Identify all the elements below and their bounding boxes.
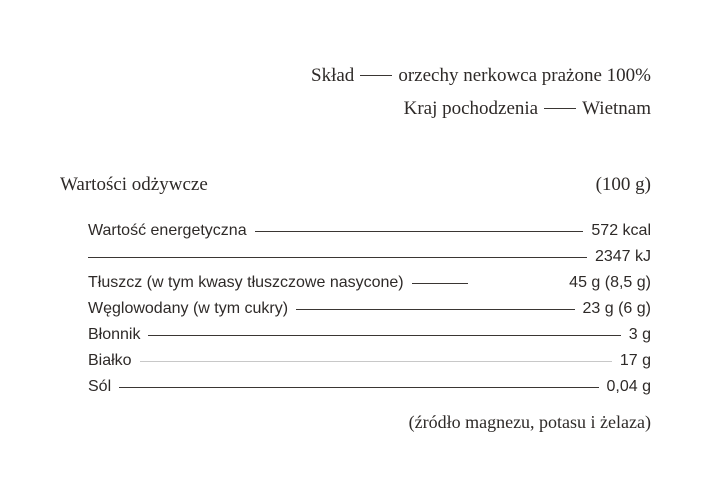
origin-value: Wietnam [582,98,651,119]
nutrition-table [88,218,651,400]
dash-divider [360,75,392,76]
ingredients-label: Skład [311,65,355,86]
nutrition-header [60,174,651,196]
dash-divider [544,108,576,109]
nutrition-row-carbs [88,296,651,322]
leader-line [412,283,468,284]
row-value: 17 g [619,352,651,369]
row-value: 23 g (6 g) [582,300,651,317]
leader-line [88,257,587,258]
nutrition-row-fat [88,270,651,296]
nutrition-row-energy-kj [88,244,651,270]
row-label: Białko [88,352,132,369]
leader-line [296,309,574,310]
footnote: (źródło magnezu, potasu i żelaza) [408,412,651,432]
portion-size: (100 g) [595,174,651,195]
nutrition-title: Wartości odżywcze [60,174,208,195]
origin-line [311,92,651,125]
row-value: 45 g (8,5 g) [569,274,651,291]
leader-line [140,361,612,362]
nutrition-row-energy-kcal [88,218,651,244]
leader-line [119,387,598,388]
row-value: 0,04 g [606,378,651,395]
origin-label: Kraj pochodzenia [403,98,539,119]
nutrition-row-salt [88,374,651,400]
row-label: Tłuszcz (w tym kwasy tłuszczowe nasycone) [88,274,404,291]
row-value: 3 g [628,326,651,343]
composition-block [311,59,651,125]
ingredients-line [311,59,651,92]
leader-line [255,231,584,232]
row-value: 572 kcal [591,222,651,239]
row-label: Węglowodany (w tym cukry) [88,300,289,317]
row-value: 2347 kJ [594,248,651,265]
nutrition-row-fiber [88,322,651,348]
ingredients-value: orzechy nerkowca prażone 100% [398,65,651,86]
leader-line [148,335,620,336]
row-label: Wartość energetyczna [88,222,247,239]
nutrition-row-protein [88,348,651,374]
row-label: Błonnik [88,326,141,343]
row-label: Sól [88,378,112,395]
